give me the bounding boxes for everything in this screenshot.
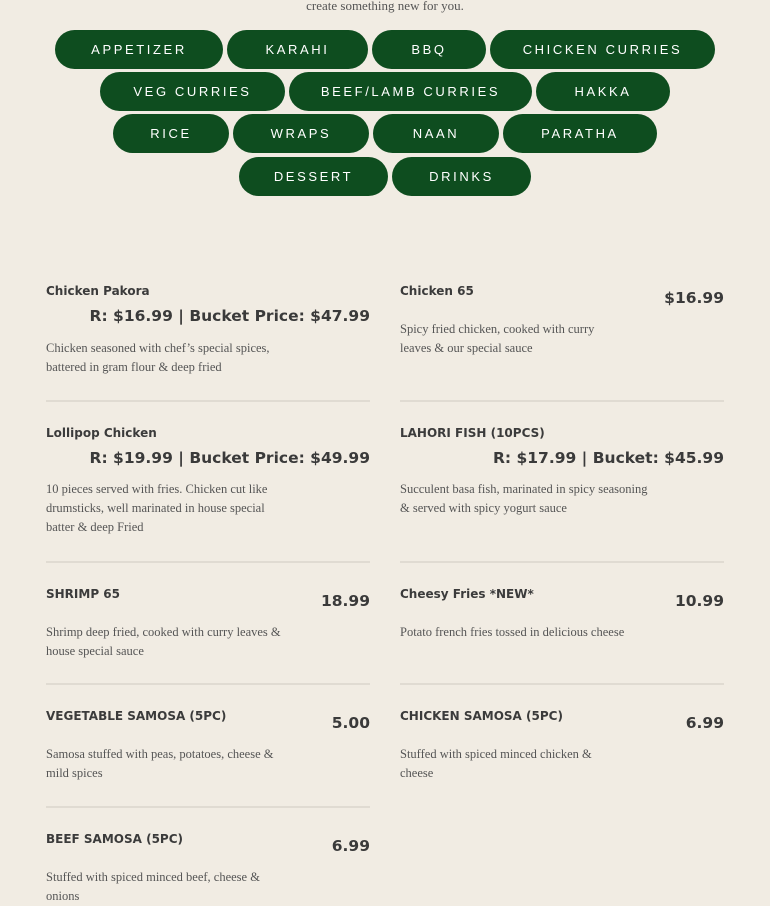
- menu-item-lollipop-chicken[interactable]: [46, 426, 370, 546]
- item-name: Lollipop Chicken: [46, 426, 157, 440]
- item-price: 6.99: [685, 714, 724, 732]
- menu-item-lahori-fish[interactable]: [400, 426, 724, 546]
- item-price: R: $17.99 | Bucket: $45.99: [492, 449, 724, 467]
- item-name: VEGETABLE SAMOSA (5PC): [46, 709, 227, 723]
- divider: [400, 400, 724, 402]
- category-beef-lamb-curries[interactable]: BEEF/LAMB CURRIES: [289, 72, 532, 111]
- item-price: 6.99: [331, 837, 370, 855]
- menu-item-shrimp-65[interactable]: [46, 587, 370, 667]
- item-price: R: $16.99 | Bucket Price: $47.99: [89, 307, 370, 325]
- item-description: 10 pieces served with fries. Chicken cut like drumsticks, well marinated in house special batter & deep Fried: [46, 482, 268, 534]
- intro-text: create something new for you.: [306, 0, 464, 13]
- divider: [46, 561, 370, 563]
- item-description: Spicy fried chicken, cooked with curry leaves & our special sauce: [400, 322, 595, 355]
- item-name: SHRIMP 65: [46, 587, 121, 601]
- category-chicken-curries[interactable]: CHICKEN CURRIES: [490, 30, 715, 69]
- category-dessert[interactable]: DESSERT: [239, 157, 388, 196]
- item-price: 10.99: [674, 592, 724, 610]
- divider: [400, 561, 724, 563]
- menu-item-chicken-65[interactable]: [400, 284, 724, 384]
- category-paratha[interactable]: PARATHA: [503, 114, 657, 153]
- category-karahi[interactable]: KARAHI: [227, 30, 368, 69]
- item-name: Chicken 65: [400, 284, 474, 298]
- item-name: LAHORI FISH (10PCS): [400, 426, 545, 440]
- divider: [400, 683, 724, 685]
- item-price: 5.00: [331, 714, 370, 732]
- category-drinks[interactable]: DRINKS: [392, 157, 531, 196]
- item-name: CHICKEN SAMOSA (5PC): [400, 709, 563, 723]
- category-nav: [0, 0, 770, 200]
- item-description: Succulent basa fish, marinated in spicy seasoning & served with spicy yogurt sauce: [400, 482, 648, 515]
- category-veg-curries[interactable]: VEG CURRIES: [100, 72, 285, 111]
- item-price: 18.99: [320, 592, 370, 610]
- menu-item-vegetable-samosa[interactable]: [46, 709, 370, 789]
- category-naan[interactable]: NAAN: [373, 114, 499, 153]
- category-bbq[interactable]: BBQ: [372, 30, 486, 69]
- divider: [46, 806, 370, 808]
- item-description: Chicken seasoned with chef’s special spices, battered in gram flour & deep fried: [46, 341, 270, 374]
- item-description: Stuffed with spiced minced chicken & cheese: [400, 747, 592, 780]
- item-name: Chicken Pakora: [46, 284, 150, 298]
- menu-item-chicken-pakora[interactable]: [46, 284, 370, 384]
- menu-item-cheesy-fries[interactable]: [400, 587, 724, 667]
- item-description: Samosa stuffed with peas, potatoes, cheese & mild spices: [46, 747, 274, 780]
- item-name: Cheesy Fries *NEW*: [400, 587, 534, 601]
- menu-item-chicken-samosa[interactable]: [400, 709, 724, 789]
- divider: [46, 400, 370, 402]
- menu-item-beef-samosa[interactable]: [46, 832, 370, 904]
- divider: [46, 683, 370, 685]
- category-rice[interactable]: RICE: [113, 114, 229, 153]
- item-description: Potato french fries tossed in delicious cheese: [400, 625, 625, 639]
- category-wraps[interactable]: WRAPS: [233, 114, 369, 153]
- item-name: BEEF SAMOSA (5PC): [46, 832, 184, 846]
- category-hakka[interactable]: HAKKA: [536, 72, 670, 111]
- item-description: Shrimp deep fried, cooked with curry leaves & house special sauce: [46, 625, 281, 658]
- item-price: R: $19.99 | Bucket Price: $49.99: [89, 449, 370, 467]
- item-price: $16.99: [664, 289, 724, 307]
- category-appetizer[interactable]: APPETIZER: [55, 30, 223, 69]
- item-description: Stuffed with spiced minced beef, cheese & onions: [46, 870, 260, 903]
